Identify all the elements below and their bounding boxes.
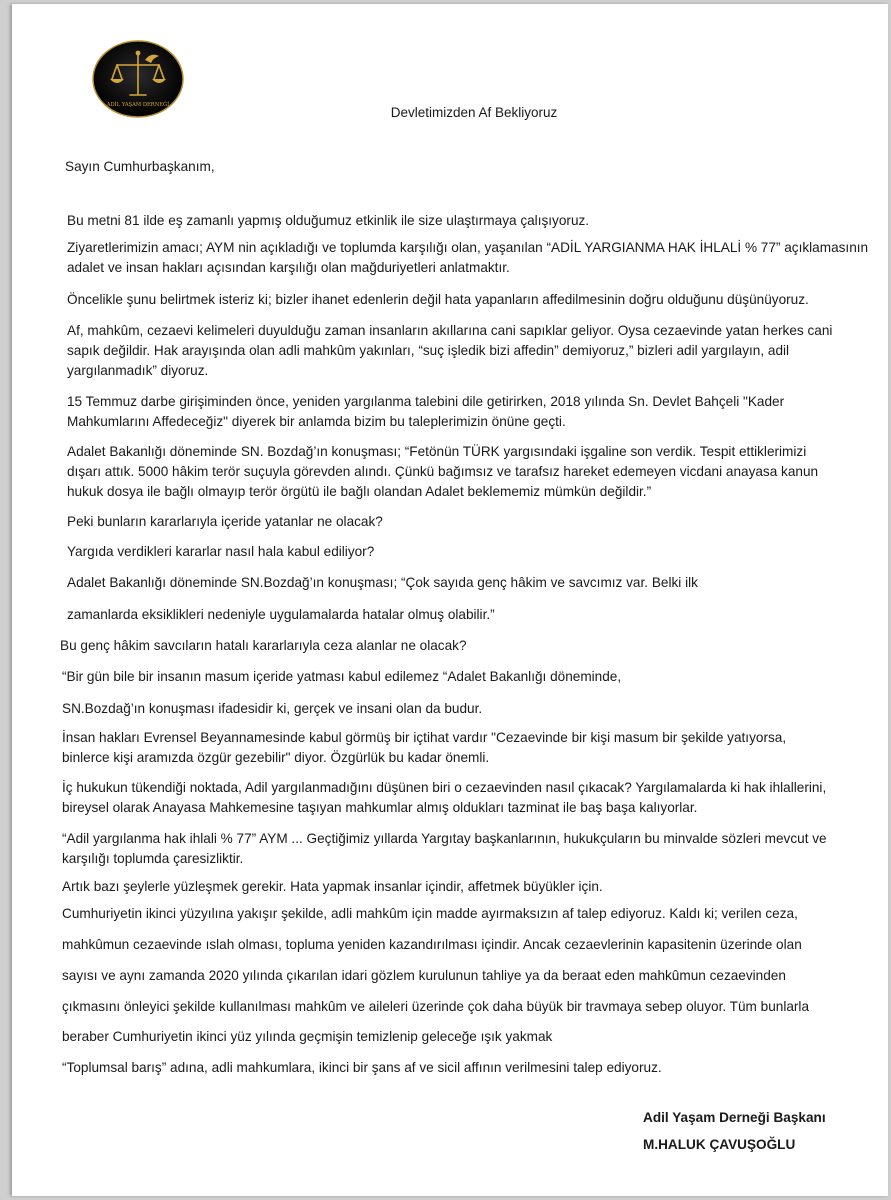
body-line: İnsan hakları Evrensel Beyannamesinde kabul görmüş bir içtihat vardır "Cezaevinde bir kişi masum bir şekilde yatıyorsa, (62, 730, 787, 745)
body-line: “Bir gün bile bir insanın masum içeride yatması kabul edilemez “Adalet Bakanlığı döneminde, (62, 669, 622, 684)
body-line: Artık bazı şeylerle yüzleşmek gerekir. Hata yapmak insanlar içindir, affetmek büyükler için. (62, 879, 603, 894)
body-line: dışarı attık. 5000 hâkim terör suçuyla görevden alındı. Çünkü bağımsız ve tarafsız hareket edemeyen vicdani anayasa kanun (67, 464, 819, 479)
body-line: 15 Temmuz darbe girişiminden önce, yeniden yargılanma talebini dile getirirken, 2018 yılında Sn. Devlet Bahçeli "Kader (67, 394, 785, 409)
body-line: “Toplumsal barış” adına, adli mahkumlara, ikinci bir şans af ve sicil affının verilmesini talep ediyoruz. (62, 1060, 662, 1075)
body-line: bireysel olarak Anayasa Mahkemesine taşıyan mahkumlar almış oldukları tazminat ile baş başa kalıyorlar. (62, 800, 698, 815)
body-line: “Adil yargılanma hak ihlali % 77” AYM ... Geçtiğimiz yıllarda Yargıtay başkanlarının, hukukçuların bu minvalde sözleri mevcut ve (62, 831, 827, 846)
body-line: Öncelikle şunu belirtmek isteriz ki; bizler ihanet edenlerin değil hata yapanların affedilmesinin doğru olduğunu düşünüyoruz. (67, 292, 809, 307)
body-line: Ziyaretlerimizin amacı; AYM nin açıkladığı ve toplumda karşılığı olan, yaşanılan “ADİL YARGIANMA HAK İHLALİ % 77” açıklamasının (67, 240, 869, 255)
letter-title: Devletimizden Af Bekliyoruz (390, 105, 558, 120)
signature-name: M.HALUK ÇAVUŞOĞLU (643, 1137, 796, 1152)
svg-text:ADİL YAŞAM DERNEĞİ: ADİL YAŞAM DERNEĞİ (106, 102, 170, 108)
body-line: Bu genç hâkim savcıların hatalı kararlarıyla ceza alanlar ne olacak? (60, 638, 467, 653)
body-line: SN.Bozdağ’ın konuşması ifadesidir ki, gerçek ve insani olan da budur. (62, 701, 483, 716)
body-line: Cumhuriyetin ikinci yüzyılına yakışır şekilde, adli mahkûm için madde ayırmaksızın af talep ediyoruz. Kaldı ki; verilen ceza, (62, 906, 798, 921)
body-line: İç hukukun tükendiği noktada, Adil yargılanmadığını düşünen biri o cezaevinden nasıl çıkacak? Yargılamalarda ki hak ihlallerini, (62, 780, 827, 795)
body-line: mahkûmun cezaevinde ıslah olması, topluma yeniden kazandırılması içindir. Ancak cezaevlerinin kapasitenin üzerinde olan (62, 937, 802, 952)
body-line: Yargıda verdikleri kararlar nasıl hala kabul ediliyor? (67, 544, 375, 559)
body-line: zamanlarda eksiklikleri nedeniyle uygulamalarda hatalar olmuş olabilir.” (67, 607, 495, 622)
body-line: Adalet Bakanlığı döneminde SN. Bozdağ’ın konuşması; “Fetönün TÜRK yargısındaki işgaline son verdik. Tespit ettiklerimizi (67, 444, 807, 459)
body-line: karşılığı toplumda çaresizliktir. (62, 851, 244, 866)
body-line: adalet ve insan hakları açısından karşılığı olan mağduriyetleri anlatmaktır. (67, 260, 510, 275)
body-line: beraber Cumhuriyetin ikinci yüz yılında geçmişin temizlenip geleceğe ışık yakmak (62, 1029, 553, 1044)
body-line: Mahkumlarını Affedeceğiz" diyerek bir anlamda bizim bu taleplerimizin önüne geçti. (67, 414, 566, 429)
salutation: Sayın Cumhurbaşkanım, (65, 159, 215, 174)
body-line: Af, mahkûm, cezaevi kelimeleri duyulduğu zaman insanların akıllarına cani sapıklar geliyor. Oysa cezaevinde yatan herkes cani (67, 323, 833, 338)
body-line: çıkmasını önleyici şekilde kullanılması mahkûm ve aileleri üzerinde çok daha büyük bir travmaya sebep oluyor. Tüm bunlarla (62, 999, 810, 1014)
body-line: hukuk dosya ile bağlı olmayıp terör örgütü ile bağlı olandan Adalet beklememiz mümkün değildir.” (67, 484, 652, 499)
body-line: yargılanmadık” diyoruz. (67, 363, 209, 378)
body-line: sayısı ve aynı zamanda 2020 yılında çıkarılan idari gözlem kurulunun tahliye ya da beraat eden mahkûmun cezaevinden (62, 968, 786, 983)
signature-org: Adil Yaşam Derneği Başkanı (643, 1110, 826, 1125)
body-line: binlerce kişi aramızda özgür gezebilir" diyor. Özgürlük bu kadar önemli. (62, 750, 490, 765)
body-line: Bu metni 81 ilde eş zamanlı yapmış olduğumuz etkinlik ile size ulaştırmaya çalışıyoruz. (67, 213, 590, 228)
body-line: Peki bunların kararlarıyla içeride yatanlar ne olacak? (67, 514, 383, 529)
body-line: sapık değildir. Hak arayışında olan adli mahkûm yakınları, “suç işledik bizi affedin” demiyoruz,” bizleri adil yargılayın, adil (67, 343, 790, 358)
body-line: Adalet Bakanlığı döneminde SN.Bozdağ’ın konuşması; “Çok sayıda genç hâkim ve savcımız var. Belki ilk (67, 575, 698, 590)
letter-page (12, 4, 888, 1196)
